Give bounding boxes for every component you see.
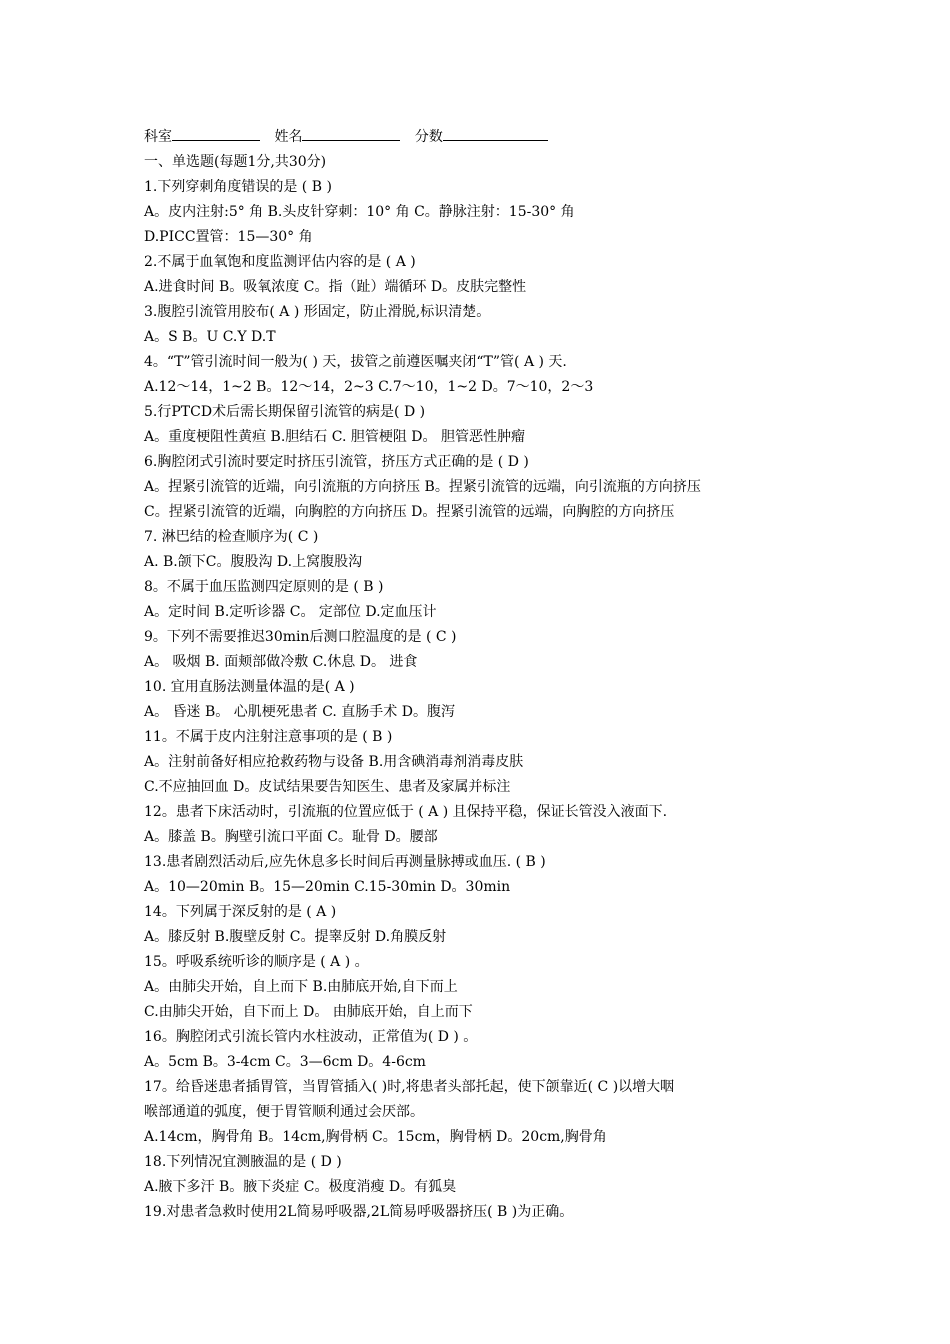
question-line: A。注射前备好相应抢救药物与设备 B.用含碘消毒剂消毒皮肤 bbox=[144, 754, 524, 770]
question-line: 1.下列穿刺角度错误的是 ( B ) bbox=[144, 179, 332, 195]
question-line: 4。“T”管引流时间一般为( ) 天，拔管之前遵医嘱夹闭“T”管( A ) 天. bbox=[144, 354, 567, 370]
question-line: A。捏紧引流管的近端，向引流瓶的方向挤压 B。捏紧引流管的远端，向引流瓶的方向挤压 bbox=[144, 479, 701, 495]
score-blank[interactable] bbox=[443, 125, 548, 141]
question-line: C。捏紧引流管的近端，向胸腔的方向挤压 D。捏紧引流管的远端，向胸腔的方向挤压 bbox=[144, 504, 675, 520]
name-blank[interactable] bbox=[302, 125, 400, 141]
department-field bbox=[144, 125, 260, 150]
question-line: 14。下列属于深反射的是 ( A ) bbox=[144, 904, 337, 920]
question-line: 17。给昏迷患者插胃管，当胃管插入( )时,将患者头部托起，使下颌靠近( C )以增大咽 bbox=[144, 1079, 675, 1095]
question-line: 7. 淋巴结的检查顺序为( C ) bbox=[144, 529, 319, 545]
question-line: A。膝盖 B。胸壁引流口平面 C。耻骨 D。腰部 bbox=[144, 829, 438, 845]
score-field bbox=[415, 125, 548, 150]
name-field bbox=[274, 125, 400, 150]
department-blank[interactable] bbox=[172, 125, 260, 141]
question-line: 10. 宜用直肠法测量体温的是( A ) bbox=[144, 679, 355, 695]
question-line: A.12～14，1~2 B。12～14，2~3 C.7～10，1~2 D。7～10，2～3 bbox=[144, 379, 594, 395]
question-line: A。膝反射 B.腹壁反射 C。提睾反射 D.角膜反射 bbox=[144, 929, 447, 945]
question-line: D.PICC置管：15—30° 角 bbox=[144, 229, 313, 245]
question-line: A。皮内注射:5° 角 B.头皮针穿刺：10° 角 C。静脉注射：15-30° 角 bbox=[144, 204, 575, 220]
question-line: A。由肺尖开始，自上而下 B.由肺底开始,自下而上 bbox=[144, 979, 458, 995]
question-line: 5.行PTCD术后需长期保留引流管的病是( D ) bbox=[144, 404, 426, 420]
question-line: 15。呼吸系统听诊的顺序是 ( A ) 。 bbox=[144, 954, 369, 970]
question-line: 13.患者剧烈活动后,应先休息多长时间后再测量脉搏或血压. ( B ) bbox=[144, 854, 546, 870]
question-line: 6.胸腔闭式引流时要定时挤压引流管，挤压方式正确的是 ( D ) bbox=[144, 454, 529, 470]
question-line: 11。不属于皮内注射注意事项的是 ( B ) bbox=[144, 729, 393, 745]
name-label: 姓名 bbox=[274, 129, 303, 145]
question-line: A。定时间 B.定听诊器 C。 定部位 D.定血压计 bbox=[144, 604, 437, 620]
section-title: 一、单选题(每题1分,共30分) bbox=[144, 154, 327, 170]
exam-content bbox=[144, 125, 844, 1225]
question-line: A。 吸烟 B. 面颊部做冷敷 C.休息 D。 进食 bbox=[144, 654, 418, 670]
question-line: A。10—20min B。15—20min C.15-30min D。30min bbox=[144, 879, 511, 895]
question-line: 2.不属于血氧饱和度监测评估内容的是 ( A ) bbox=[144, 254, 416, 270]
question-line: 18.下列情况宜测腋温的是 ( D ) bbox=[144, 1154, 342, 1170]
question-line: 9。下列不需要推迟30min后测口腔温度的是 ( C ) bbox=[144, 629, 457, 645]
question-line: A。S B。U C.Y D.T bbox=[144, 329, 276, 345]
question-line: A。 昏迷 B。 心肌梗死患者 C. 直肠手术 D。腹泻 bbox=[144, 704, 455, 720]
question-line: A。5cm B。3-4cm C。3—6cm D。4-6cm bbox=[144, 1054, 426, 1070]
question-list bbox=[144, 175, 844, 1225]
question-line: 8。不属于血压监测四定原则的是 ( B ) bbox=[144, 579, 384, 595]
question-line: A.进食时间 B。吸氧浓度 C。指（趾）端循环 D。皮肤完整性 bbox=[144, 279, 527, 295]
department-label: 科室 bbox=[144, 129, 172, 145]
question-line: A.14cm，胸骨角 B。14cm,胸骨柄 C。15cm，胸骨柄 D。20cm,胸骨角 bbox=[144, 1129, 607, 1145]
score-label: 分数 bbox=[414, 129, 443, 145]
question-line: 3.腹腔引流管用胶布( A ) 形固定，防止滑脱,标识清楚。 bbox=[144, 304, 491, 320]
question-line: A.腋下多汗 B。腋下炎症 C。极度消瘦 D。有狐臭 bbox=[144, 1179, 457, 1195]
question-line: 19.对患者急救时使用2L简易呼吸器,2L简易呼吸器挤压( B )为正确。 bbox=[144, 1204, 574, 1220]
question-line: 12。患者下床活动时，引流瓶的位置应低于 ( A ) 且保持平稳，保证长管没入液面下. bbox=[144, 804, 668, 820]
question-line: A。重度梗阻性黄疸 B.胆结石 C. 胆管梗阻 D。 胆管恶性肿瘤 bbox=[144, 429, 525, 445]
question-line: C.由肺尖开始，自下而上 D。 由肺底开始，自上而下 bbox=[144, 1004, 473, 1020]
question-line: C.不应抽回血 D。皮试结果要告知医生、患者及家属并标注 bbox=[144, 779, 511, 795]
exam-header bbox=[144, 125, 844, 150]
question-line: A. B.颌下C。腹股沟 D.上窝腹股沟 bbox=[144, 554, 363, 570]
question-line: 喉部通道的弧度，便于胃管顺利通过会厌部。 bbox=[144, 1104, 424, 1120]
question-line: 16。胸腔闭式引流长管内水柱波动，正常值为( D ) 。 bbox=[144, 1029, 478, 1045]
